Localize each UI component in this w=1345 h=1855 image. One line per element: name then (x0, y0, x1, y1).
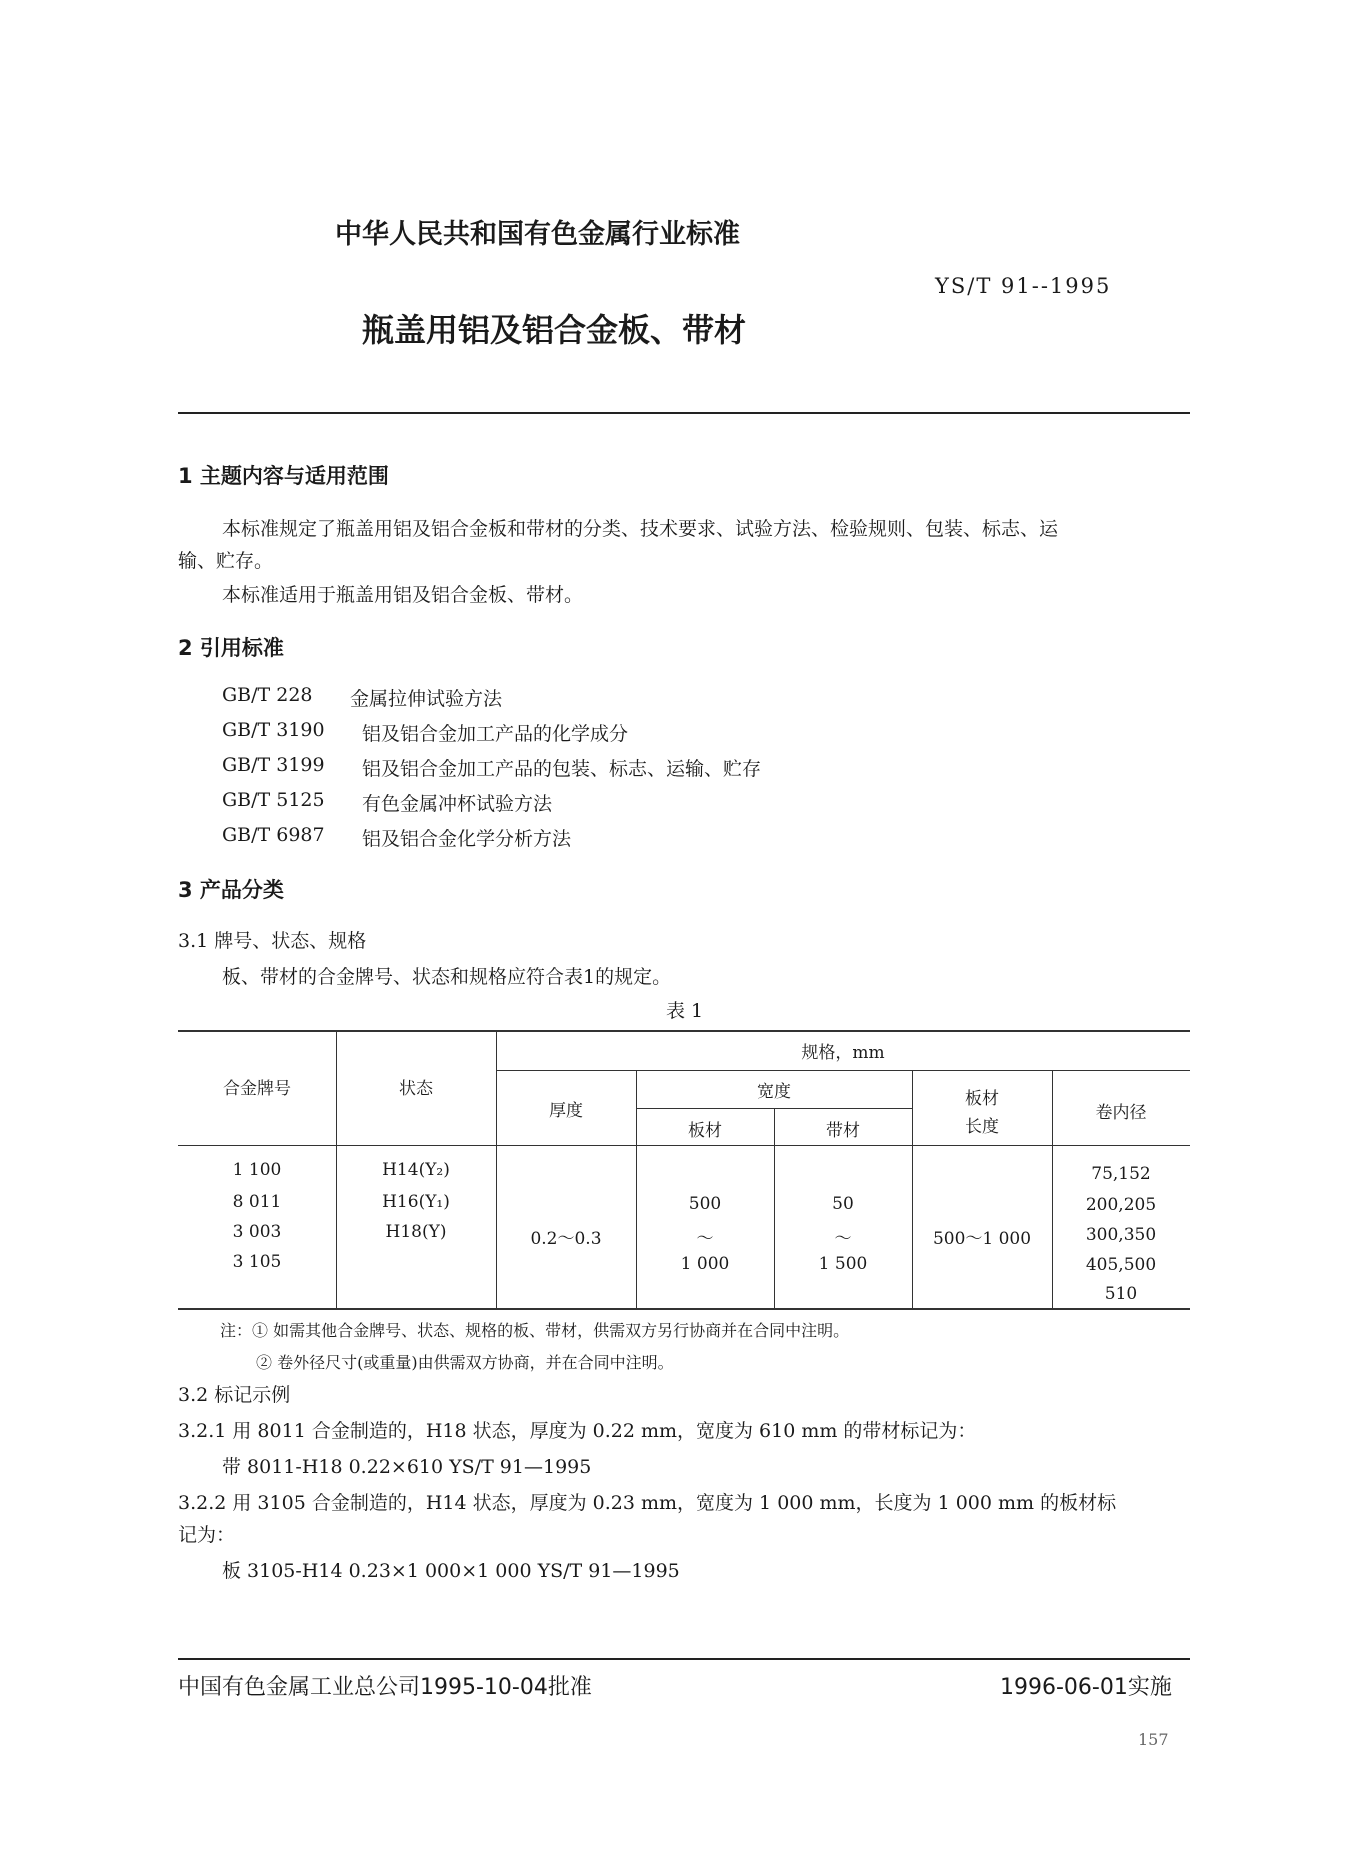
table-col-rule (496, 1030, 497, 1308)
approval-line: 中国有色金属工业总公司1995-10-04批准 (178, 1675, 592, 1700)
strip-width-cell: ～ (834, 1229, 852, 1249)
header-temper: 状态 (399, 1079, 433, 1099)
header-rule (178, 412, 1190, 414)
header-strip: 带材 (826, 1121, 860, 1141)
ref-name: 铝及铝合金加工产品的包装、标志、运输、贮存 (362, 758, 762, 780)
plate-width-cell: ～ (696, 1229, 714, 1249)
header-coil-id: 卷内径 (1095, 1103, 1147, 1123)
coil-id-cell: 75,152 (1091, 1164, 1151, 1184)
document-title: 瓶盖用铝及铝合金板、带材 (362, 311, 747, 349)
section-3-2-2-line-1: 3.2.2 用 3105 合金制造的，H14 状态，厚度为 0.23 mm，宽度为 1 000 mm，长度为 1 000 mm 的板材标 (178, 1492, 1117, 1514)
header-width: 宽度 (757, 1082, 791, 1102)
ref-code: GB/T 6987 (222, 824, 325, 846)
table-bottom-rule (178, 1308, 1190, 1310)
ref-code: GB/T 5125 (222, 789, 325, 811)
header-length-line-2: 长度 (965, 1117, 999, 1137)
footer-rule (178, 1658, 1190, 1660)
table-rule (496, 1070, 1190, 1071)
temper-cell: H18(Y) (385, 1222, 447, 1242)
section-3-2-1-text: 3.2.1 用 8011 合金制造的，H18 状态，厚度为 0.22 mm，宽度为 610 mm 的带材标记为： (178, 1420, 977, 1442)
header-thickness: 厚度 (549, 1101, 583, 1121)
section-3-2-title: 3.2 标记示例 (178, 1384, 291, 1406)
coil-id-cell: 405,500 (1085, 1255, 1157, 1275)
plate-width-cell: 500 (688, 1194, 722, 1214)
section-2-title: 2 引用标准 (178, 636, 284, 660)
section-1-paragraph-1-line-1: 本标准规定了瓶盖用铝及铝合金板和带材的分类、技术要求、试验方法、检验规则、包装、标志、运 (222, 518, 1059, 540)
header-spec: 规格，mm (801, 1043, 885, 1063)
header-length-line-1: 板材 (965, 1089, 999, 1109)
strip-width-cell: 1 500 (818, 1254, 868, 1274)
section-3-2-2-line-2: 记为： (178, 1524, 236, 1546)
section-1-paragraph-1-line-2: 输、贮存。 (178, 550, 274, 572)
alloy-cell: 1 100 (232, 1160, 282, 1180)
ref-code: GB/T 3199 (222, 754, 325, 776)
strip-width-cell: 50 (832, 1194, 854, 1214)
ref-name: 铝及铝合金化学分析方法 (362, 828, 572, 850)
section-3-1-text: 板、带材的合金牌号、状态和规格应符合表1的规定。 (222, 966, 672, 988)
section-3-2-2-example: 板 3105-H14 0.23×1 000×1 000 YS/T 91—1995 (222, 1560, 680, 1582)
section-3-1-title: 3.1 牌号、状态、规格 (178, 930, 367, 952)
alloy-cell: 3 105 (232, 1252, 282, 1272)
coil-id-cell: 200,205 (1085, 1195, 1157, 1215)
header-alloy: 合金牌号 (223, 1079, 291, 1099)
alloy-cell: 3 003 (232, 1222, 282, 1242)
section-3-title: 3 产品分类 (178, 878, 284, 902)
ref-name: 有色金属冲杯试验方法 (362, 793, 553, 815)
effective-date: 1996-06-01实施 (1000, 1675, 1172, 1700)
ref-name: 金属拉伸试验方法 (350, 688, 503, 710)
table-header-rule (178, 1145, 1190, 1146)
org-title: 中华人民共和国有色金属行业标准 (335, 219, 740, 250)
thickness-cell: 0.2～0.3 (530, 1229, 602, 1249)
coil-id-cell: 300,350 (1085, 1225, 1157, 1245)
plate-width-cell: 1 000 (680, 1254, 730, 1274)
table-caption: 表 1 (666, 1000, 704, 1022)
plate-length-cell: 500～1 000 (932, 1229, 1032, 1249)
ref-code: GB/T 3190 (222, 719, 325, 741)
ref-code: GB/T 228 (222, 684, 313, 706)
temper-cell: H16(Y₁) (382, 1192, 450, 1212)
temper-cell: H14(Y₂) (382, 1160, 450, 1180)
ref-name: 铝及铝合金加工产品的化学成分 (362, 723, 629, 745)
coil-id-cell: 510 (1104, 1284, 1138, 1304)
section-1-paragraph-2: 本标准适用于瓶盖用铝及铝合金板、带材。 (222, 584, 584, 606)
page-number: 157 (1138, 1730, 1169, 1749)
header-plate: 板材 (688, 1121, 722, 1141)
table-note-2: ② 卷外径尺寸(或重量)由供需双方协商，并在合同中注明。 (256, 1353, 674, 1372)
section-3-2-1-example: 带 8011-H18 0.22×610 YS/T 91—1995 (222, 1456, 592, 1478)
standard-code: YS/T 91--1995 (935, 274, 1112, 298)
section-1-title: 1 主题内容与适用范围 (178, 464, 389, 488)
alloy-cell: 8 011 (232, 1192, 282, 1212)
table-note-1: 注：① 如需其他合金牌号、状态、规格的板、带材，供需双方另行协商并在合同中注明。 (220, 1321, 850, 1340)
table-top-rule (178, 1030, 1190, 1032)
